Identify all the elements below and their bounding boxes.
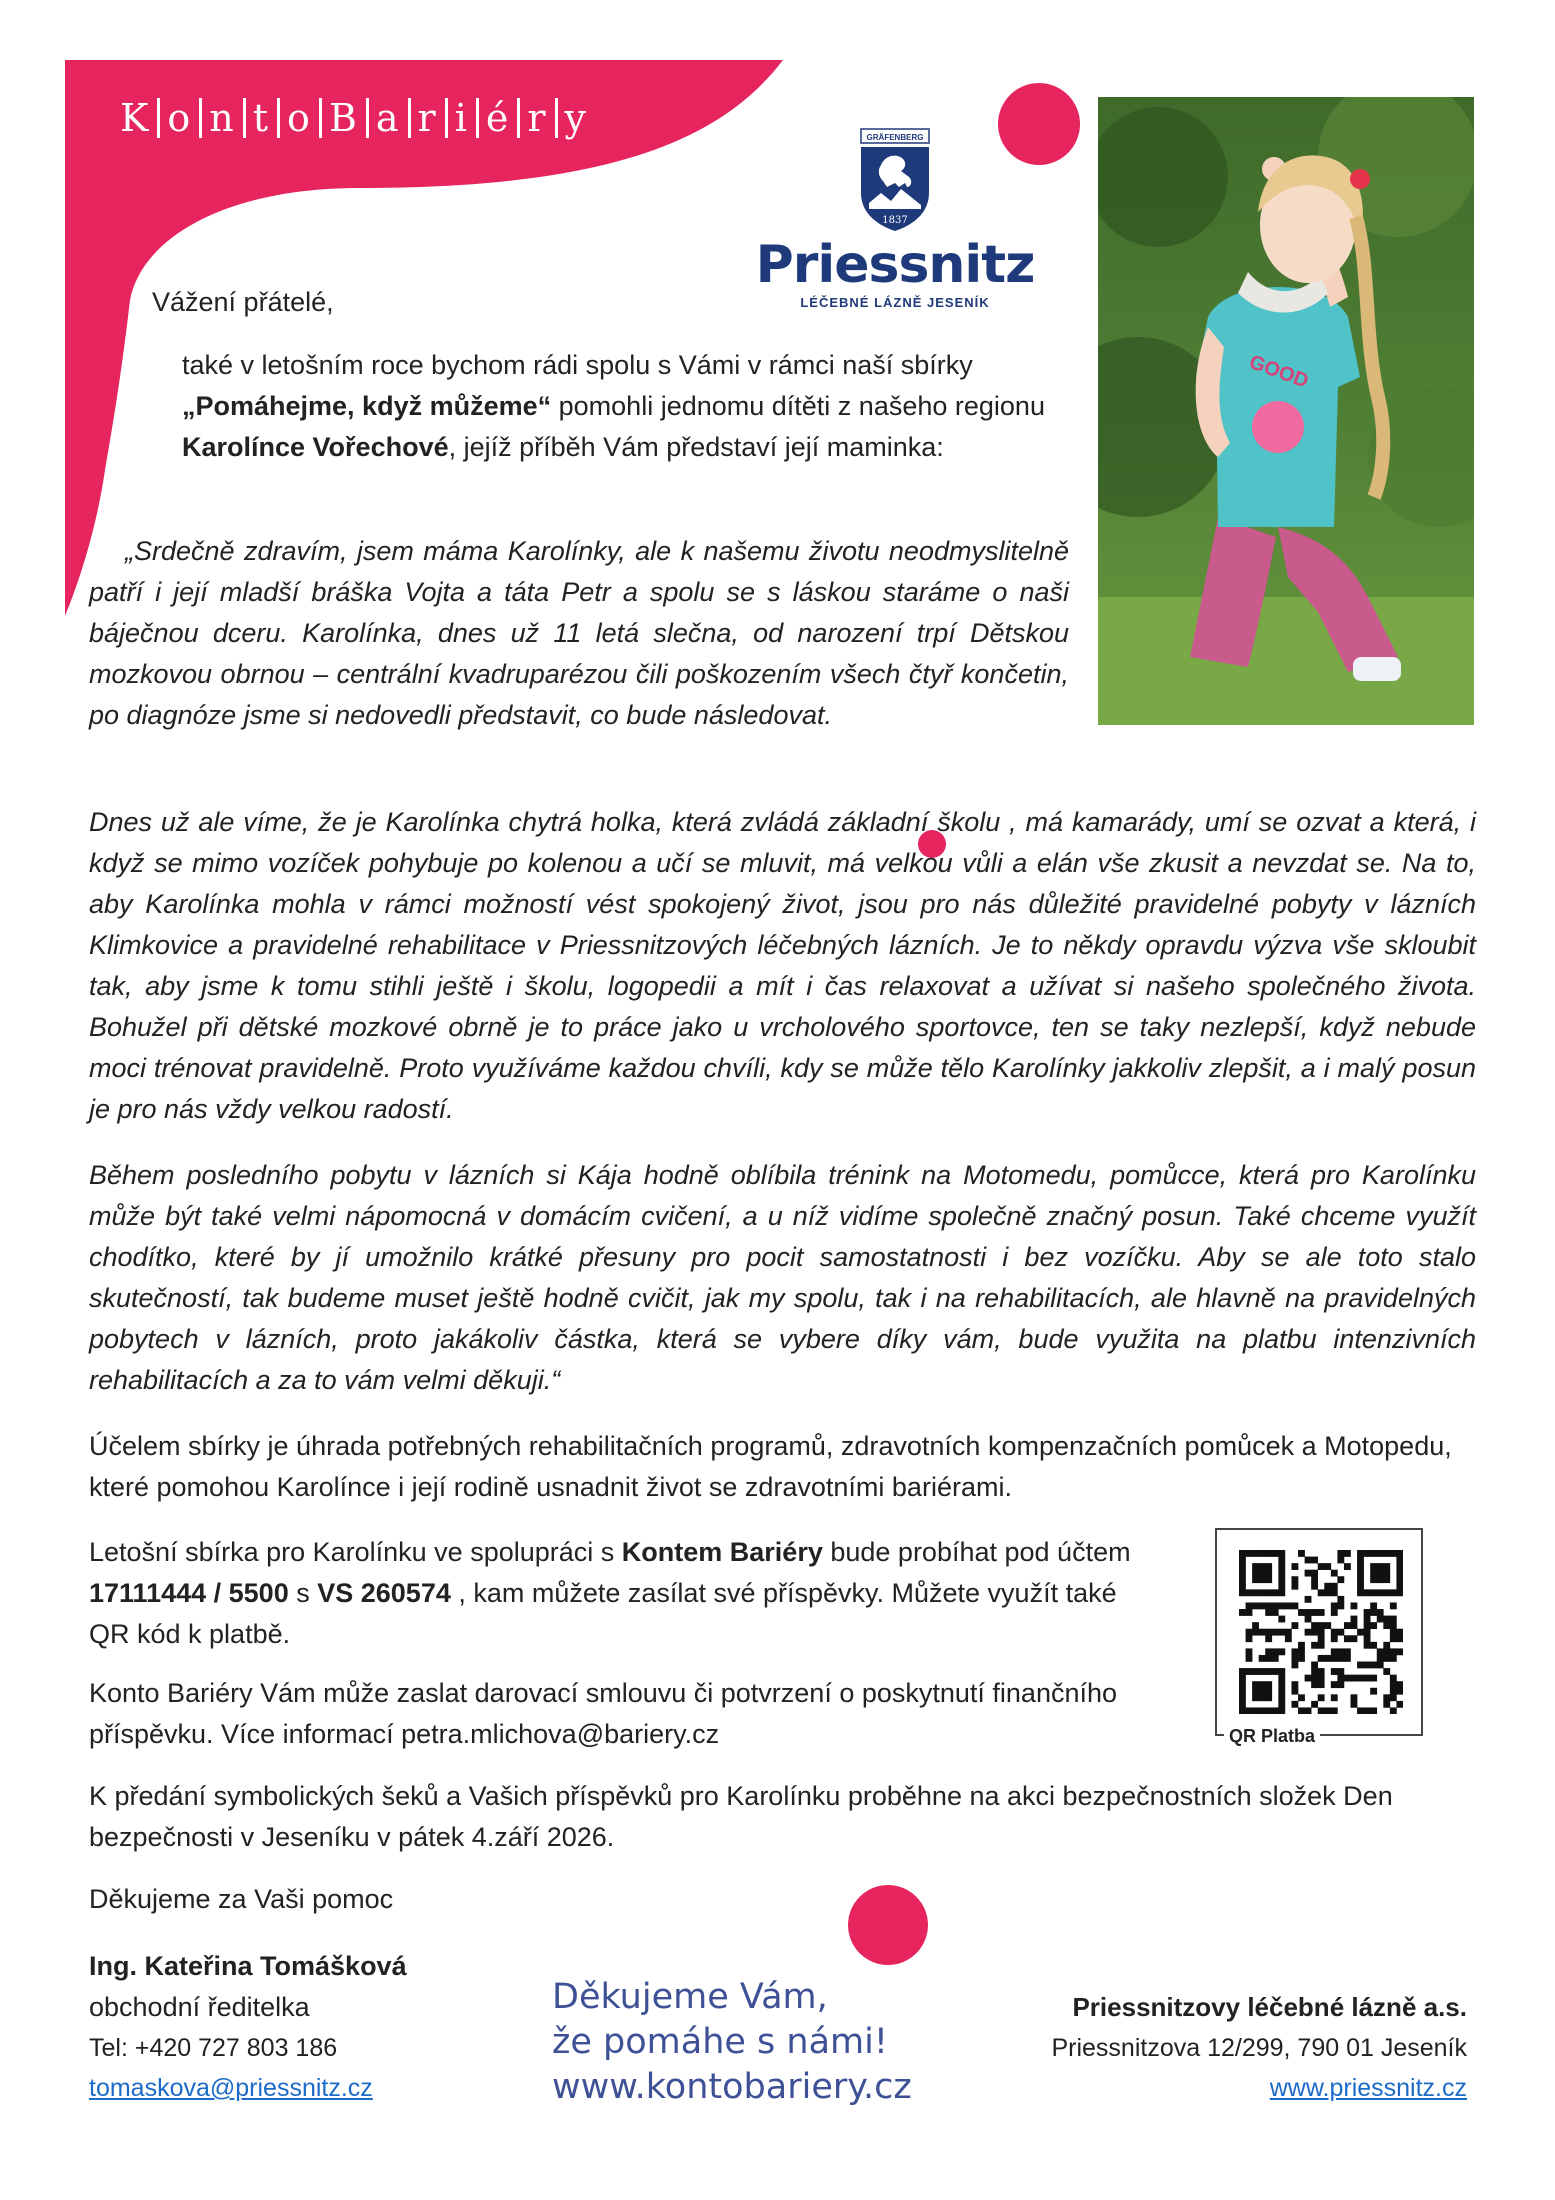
logo-letter: B bbox=[322, 98, 369, 138]
priessnitz-wordmark: Priessnitz bbox=[755, 235, 1035, 295]
qr-code-box[interactable] bbox=[1215, 1528, 1423, 1736]
svg-text:GOOD: GOOD bbox=[1246, 351, 1312, 393]
signature-name: Ing. Kateřina Tomášková bbox=[89, 1951, 407, 1981]
logo-letter: t bbox=[246, 98, 280, 138]
contract-paragraph: Konto Bariéry Vám může zaslat darovací smlouvu či potvrzení o poskytnutí finančního příspěvku. Více informací petra.mlichova@bariery.cz bbox=[89, 1678, 1118, 1749]
logo-letter: r bbox=[520, 98, 557, 138]
thanks-line: Děkujeme za Vaši pomoc bbox=[89, 1884, 394, 1914]
company-address: Priessnitzova 12/299, 790 01 Jeseník bbox=[1051, 2034, 1467, 2062]
organization-name: Kontem Bariéry bbox=[621, 1537, 823, 1567]
quote-paragraph-3: Během posledního pobytu v lázních si Kája hodně oblíbila trénink na Motomedu, pomůcce, která pro Karolínku může být také velmi nápomocná v domácím cvičení, a u níž vidíme společně značný posun. Také chceme využít chodítko, které by jí umožnilo krátké přesuny pro pocit samostatnosti i bez vozíčku. Aby se ale toto stalo skutečností, tak budeme muset ještě hodně cvičit, jak my spolu, tak i na rehabilitacích, ale hlavně na pravidelných pobytech v lázních, proto jakákoliv částka, která se vybere díky vám, bude využita na platbu intenzivních rehabilitacích a za to vám velmi děkuji.“ bbox=[89, 1160, 1476, 1395]
logo-letter: o bbox=[280, 98, 322, 138]
svg-text:1837: 1837 bbox=[882, 215, 908, 226]
company-name: Priessnitzovy léčebné lázně a.s. bbox=[1072, 1992, 1467, 2022]
signature-email-link[interactable]: tomaskova@priessnitz.cz bbox=[89, 2074, 373, 2102]
intro-paragraph: také v letošním roce bychom rádi spolu s Vámi v rámci naší sbírky „Pomáhejme, když můžeme“ pomohli jednomu dítěti z našeho regionu Karolínce Vořechové, jejíž příběh Vám představí její maminka: bbox=[182, 350, 1045, 462]
logo-letter: a bbox=[369, 98, 411, 138]
lion-crest-icon bbox=[855, 125, 935, 235]
child-photo bbox=[1098, 97, 1474, 725]
company-website-link[interactable]: www.priessnitz.cz bbox=[1269, 2074, 1467, 2102]
slogan-line-1: Děkujeme Vám, bbox=[552, 1977, 828, 2017]
svg-text:GRÄFENBERG: GRÄFENBERG bbox=[866, 133, 924, 142]
slogan-line-2: že pomáhe s námi! bbox=[552, 2022, 888, 2062]
slogan-line-3: www.kontobariery.cz bbox=[552, 2067, 912, 2107]
priessnitz-logo bbox=[750, 125, 1040, 310]
priessnitz-subtitle: LÉČEBNÉ LÁZNĚ JESENÍK bbox=[800, 295, 990, 310]
quote-paragraph-1: „Srdečně zdravím, jsem máma Karolínky, ale k našemu životu neodmyslitelně patří i její mladší bráška Vojta a táta Petr a spolu se s láskou staráme o naši báječnou dceru. Karolínka, dnes už 11 letá slečna, od narození trpí Dětskou mozkovou obrnou – centrální kvadruparézou čili poškozením všech čtyř končetin, po diagnóze jsme si nedovedli představit, co bude následovat. bbox=[89, 536, 1069, 730]
logo-letter: K bbox=[120, 98, 160, 138]
qr-code[interactable] bbox=[1239, 1550, 1403, 1714]
signature-phone: Tel: +420 727 803 186 bbox=[89, 2034, 338, 2062]
account-number: 17111444 / 5500 bbox=[89, 1578, 289, 1608]
event-paragraph: K předání symbolických šeků a Vašich příspěvků pro Karolínku proběhne na akci bezpečnostních složek Den bezpečnosti v Jeseníku v pátek 4.září 2026. bbox=[89, 1781, 1393, 1852]
purpose-paragraph: Účelem sbírky je úhrada potřebných rehabilitačních programů, zdravotních kompenzačních pomůcek a Motopedu, které pomohou Karolínce i její rodině usnadnit život se zdravotními bariérami. bbox=[89, 1431, 1452, 1502]
logo-letter: y bbox=[564, 96, 588, 140]
greeting: Vážení přátelé, bbox=[152, 287, 334, 317]
logo-letter: i bbox=[448, 98, 479, 138]
logo-letter: o bbox=[160, 98, 202, 138]
variable-symbol: VS 260574 bbox=[317, 1578, 451, 1608]
signature-role: obchodní ředitelka bbox=[89, 1992, 310, 2022]
qr-label: QR Platba bbox=[1224, 1726, 1320, 1747]
logo-letter: n bbox=[202, 98, 245, 138]
decorative-dot-bottom bbox=[848, 1885, 928, 1965]
kontobariery-slogan bbox=[552, 1975, 912, 2110]
campaign-name: „Pomáhejme, když můžeme“ bbox=[182, 391, 552, 421]
payment-paragraph: Letošní sbírka pro Karolínku ve spolupráci s Kontem Bariéry bude probíhat pod účtem 17111444 / 5500 s VS 260574 , kam můžete zasílat své příspěvky. Můžete využít také QR kód k platbě. bbox=[89, 1537, 1131, 1649]
konto-bariery-logo bbox=[120, 98, 595, 138]
quote-paragraph-2: Dnes už ale víme, že je Karolínka chytrá holka, která zvládá základní školu , má kamarády, umí se ozvat a která, i když se mimo vozíček pohybuje po kolenou a učí se mluvit, má velkou vůli a elán vše zkusit a nevzdat se. Na to, aby Karolínka mohla v rámci možností vést spokojený život, jsou pro nás důležité pravidelné pobyty v lázních Klimkovice a pravidelné rehabilitace v Priessnitzových léčebných lázních. Je to někdy opravdu výzva vše skloubit tak, aby jsme k tomu stihli ještě i školu, logopedii a mít i čas relaxovat a užívat si našeho společného života. Bohužel při dětské mozkové obrně je to práce jako u vrcholového sportovce, ten se taky nezlepší, když nebude moci trénovat pravidelně. Proto využíváme každou chvíli, kdy se může tělo Karolínky jakkoliv zlepšit, a i malý posun je pro nás vždy velkou radostí. bbox=[89, 807, 1476, 1124]
logo-letter: r bbox=[411, 98, 448, 138]
child-name: Karolínce Vořechové bbox=[182, 432, 449, 462]
logo-letter: é bbox=[479, 98, 521, 138]
